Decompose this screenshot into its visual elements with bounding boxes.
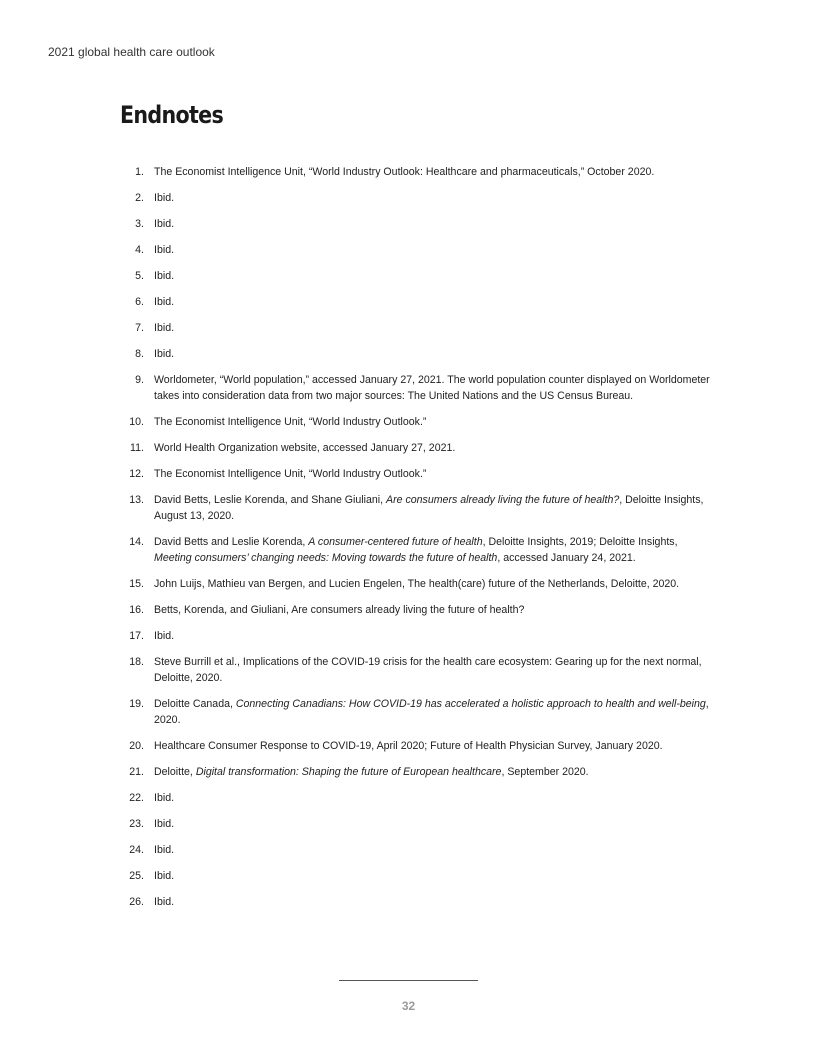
endnote-number: 1. xyxy=(135,166,144,178)
endnote-number: 13. xyxy=(129,494,144,506)
endnote-item xyxy=(110,628,710,644)
endnote-text-segment: Ibid. xyxy=(154,630,175,642)
endnote-text-segment: World Health Organization website, accessed January 27, 2021. xyxy=(154,442,456,454)
endnote-text xyxy=(154,372,710,404)
endnote-text-segment: David Betts, Leslie Korenda, and Shane Giuliani, xyxy=(154,494,387,506)
endnote-number: 5. xyxy=(135,270,144,282)
endnote-text xyxy=(154,190,710,206)
endnote-text-segment: , accessed January 24, 2021. xyxy=(497,552,636,564)
endnote-number: 26. xyxy=(129,896,144,908)
endnote-text xyxy=(154,628,710,644)
endnote-text-segment: The Economist Intelligence Unit, “World Industry Outlook.” xyxy=(154,468,427,480)
endnotes-list xyxy=(110,164,710,920)
endnote-text xyxy=(154,764,710,780)
endnote-item xyxy=(110,216,710,232)
endnote-text-segment: , 2020. xyxy=(154,698,709,726)
endnote-text-segment: Steve Burrill et al., Implications of the COVID-19 crisis for the health care ecosystem: Gearing up for the next normal, Deloitte, 2020. xyxy=(154,656,702,684)
endnote-item xyxy=(110,440,710,456)
endnote-text xyxy=(154,534,710,566)
endnote-text-segment: Deloitte Canada, xyxy=(154,698,236,710)
endnote-text-segment: Ibid. xyxy=(154,844,175,856)
endnote-title-italic: A consumer-centered future of health xyxy=(308,536,483,548)
endnote-item xyxy=(110,842,710,858)
endnote-number: 16. xyxy=(129,604,144,616)
endnote-text xyxy=(154,346,710,362)
endnote-text xyxy=(154,492,710,524)
endnote-text-segment: Ibid. xyxy=(154,818,175,830)
endnote-text xyxy=(154,696,710,728)
endnote-item xyxy=(110,492,710,524)
endnote-number: 4. xyxy=(135,244,144,256)
endnote-text-segment: Ibid. xyxy=(154,218,175,230)
endnote-title-italic: Meeting consumers’ changing needs: Moving towards the future of health xyxy=(154,552,498,564)
endnote-number: 14. xyxy=(129,536,144,548)
endnote-text-segment: , Deloitte Insights, 2019; Deloitte Insights, xyxy=(482,536,678,548)
endnote-text-segment: Ibid. xyxy=(154,870,175,882)
endnote-text xyxy=(154,466,710,482)
endnote-number: 7. xyxy=(135,322,144,334)
endnote-text-segment: David Betts and Leslie Korenda, xyxy=(154,536,309,548)
endnote-text xyxy=(154,242,710,258)
endnote-text xyxy=(154,440,710,456)
footer-divider xyxy=(339,980,478,981)
endnote-item xyxy=(110,346,710,362)
endnote-number: 9. xyxy=(135,374,144,386)
endnote-text xyxy=(154,320,710,336)
endnote-number: 22. xyxy=(129,792,144,804)
endnote-text xyxy=(154,164,710,180)
endnote-text-segment: Ibid. xyxy=(154,244,175,256)
endnote-text-segment: Ibid. xyxy=(154,792,175,804)
endnote-text xyxy=(154,294,710,310)
endnote-item xyxy=(110,894,710,910)
endnote-text xyxy=(154,842,710,858)
endnote-number: 17. xyxy=(129,630,144,642)
endnote-text-segment: Ibid. xyxy=(154,296,175,308)
endnote-number: 21. xyxy=(129,766,144,778)
endnote-title-italic: Are consumers already living the future of health? xyxy=(386,494,620,506)
endnote-text-segment: Ibid. xyxy=(154,896,175,908)
endnote-item xyxy=(110,242,710,258)
endnote-text xyxy=(154,414,710,430)
endnote-text-segment: Ibid. xyxy=(154,192,175,204)
endnote-number: 11. xyxy=(130,442,144,454)
endnote-item xyxy=(110,534,710,566)
endnote-text-segment: , Deloitte Insights, August 13, 2020. xyxy=(154,494,704,522)
endnote-item xyxy=(110,696,710,728)
endnote-text-segment: John Luijs, Mathieu van Bergen, and Lucien Engelen, The health(care) future of the Netherlands, Deloitte, 2020. xyxy=(154,578,680,590)
endnote-number: 23. xyxy=(129,818,144,830)
endnote-text xyxy=(154,790,710,806)
endnote-text xyxy=(154,654,710,686)
endnote-text xyxy=(154,894,710,910)
endnote-text xyxy=(154,602,710,618)
endnote-text-segment: Worldometer, “World population,” accessed January 27, 2021. The world population counter displayed on Worldometer takes into consideration data from two major sources: The United Nations and the US Census Bureau. xyxy=(154,374,710,402)
page-title: Endnotes xyxy=(120,101,224,129)
endnote-item xyxy=(110,738,710,754)
endnote-number: 3. xyxy=(135,218,144,230)
endnote-item xyxy=(110,868,710,884)
endnote-item xyxy=(110,790,710,806)
endnote-text-segment: Deloitte, xyxy=(154,766,196,778)
endnote-text xyxy=(154,576,710,592)
endnote-item xyxy=(110,294,710,310)
endnote-text-segment: Betts, Korenda, and Giuliani, Are consumers already living the future of health? xyxy=(154,604,525,616)
endnote-number: 18. xyxy=(129,656,144,668)
endnote-item xyxy=(110,268,710,284)
endnote-text-segment: , September 2020. xyxy=(501,766,589,778)
page-number: 32 xyxy=(401,999,416,1013)
endnote-text-segment: The Economist Intelligence Unit, “World Industry Outlook: Healthcare and pharmaceuticals,” October 2020. xyxy=(154,166,655,178)
endnote-text xyxy=(154,268,710,284)
endnote-text xyxy=(154,216,710,232)
endnote-number: 12. xyxy=(129,468,144,480)
endnote-number: 10. xyxy=(129,416,144,428)
endnote-item xyxy=(110,320,710,336)
endnote-item xyxy=(110,764,710,780)
endnote-number: 19. xyxy=(129,698,144,710)
running-header: 2021 global health care outlook xyxy=(48,45,215,59)
endnote-number: 24. xyxy=(129,844,144,856)
endnote-number: 25. xyxy=(129,870,144,882)
endnote-text xyxy=(154,816,710,832)
endnote-text-segment: Healthcare Consumer Response to COVID-19, April 2020; Future of Health Physician Survey, January 2020. xyxy=(154,740,663,752)
endnote-text-segment: Ibid. xyxy=(154,348,175,360)
endnote-number: 2. xyxy=(135,192,144,204)
endnote-title-italic: Connecting Canadians: How COVID-19 has accelerated a holistic approach to health and well-being xyxy=(235,698,706,710)
endnote-item xyxy=(110,190,710,206)
endnote-number: 6. xyxy=(135,296,144,308)
endnote-item xyxy=(110,466,710,482)
endnote-item xyxy=(110,576,710,592)
endnote-item xyxy=(110,372,710,404)
endnote-item xyxy=(110,602,710,618)
endnote-number: 8. xyxy=(135,348,144,360)
endnote-text-segment: The Economist Intelligence Unit, “World Industry Outlook.” xyxy=(154,416,427,428)
endnote-number: 20. xyxy=(129,740,144,752)
endnote-number: 15. xyxy=(129,578,144,590)
endnote-item xyxy=(110,164,710,180)
endnote-title-italic: Digital transformation: Shaping the future of European healthcare xyxy=(195,766,502,778)
endnote-item xyxy=(110,816,710,832)
endnote-item xyxy=(110,414,710,430)
endnote-text xyxy=(154,738,710,754)
endnote-item xyxy=(110,654,710,686)
endnote-text-segment: Ibid. xyxy=(154,270,175,282)
endnote-text xyxy=(154,868,710,884)
endnote-text-segment: Ibid. xyxy=(154,322,175,334)
